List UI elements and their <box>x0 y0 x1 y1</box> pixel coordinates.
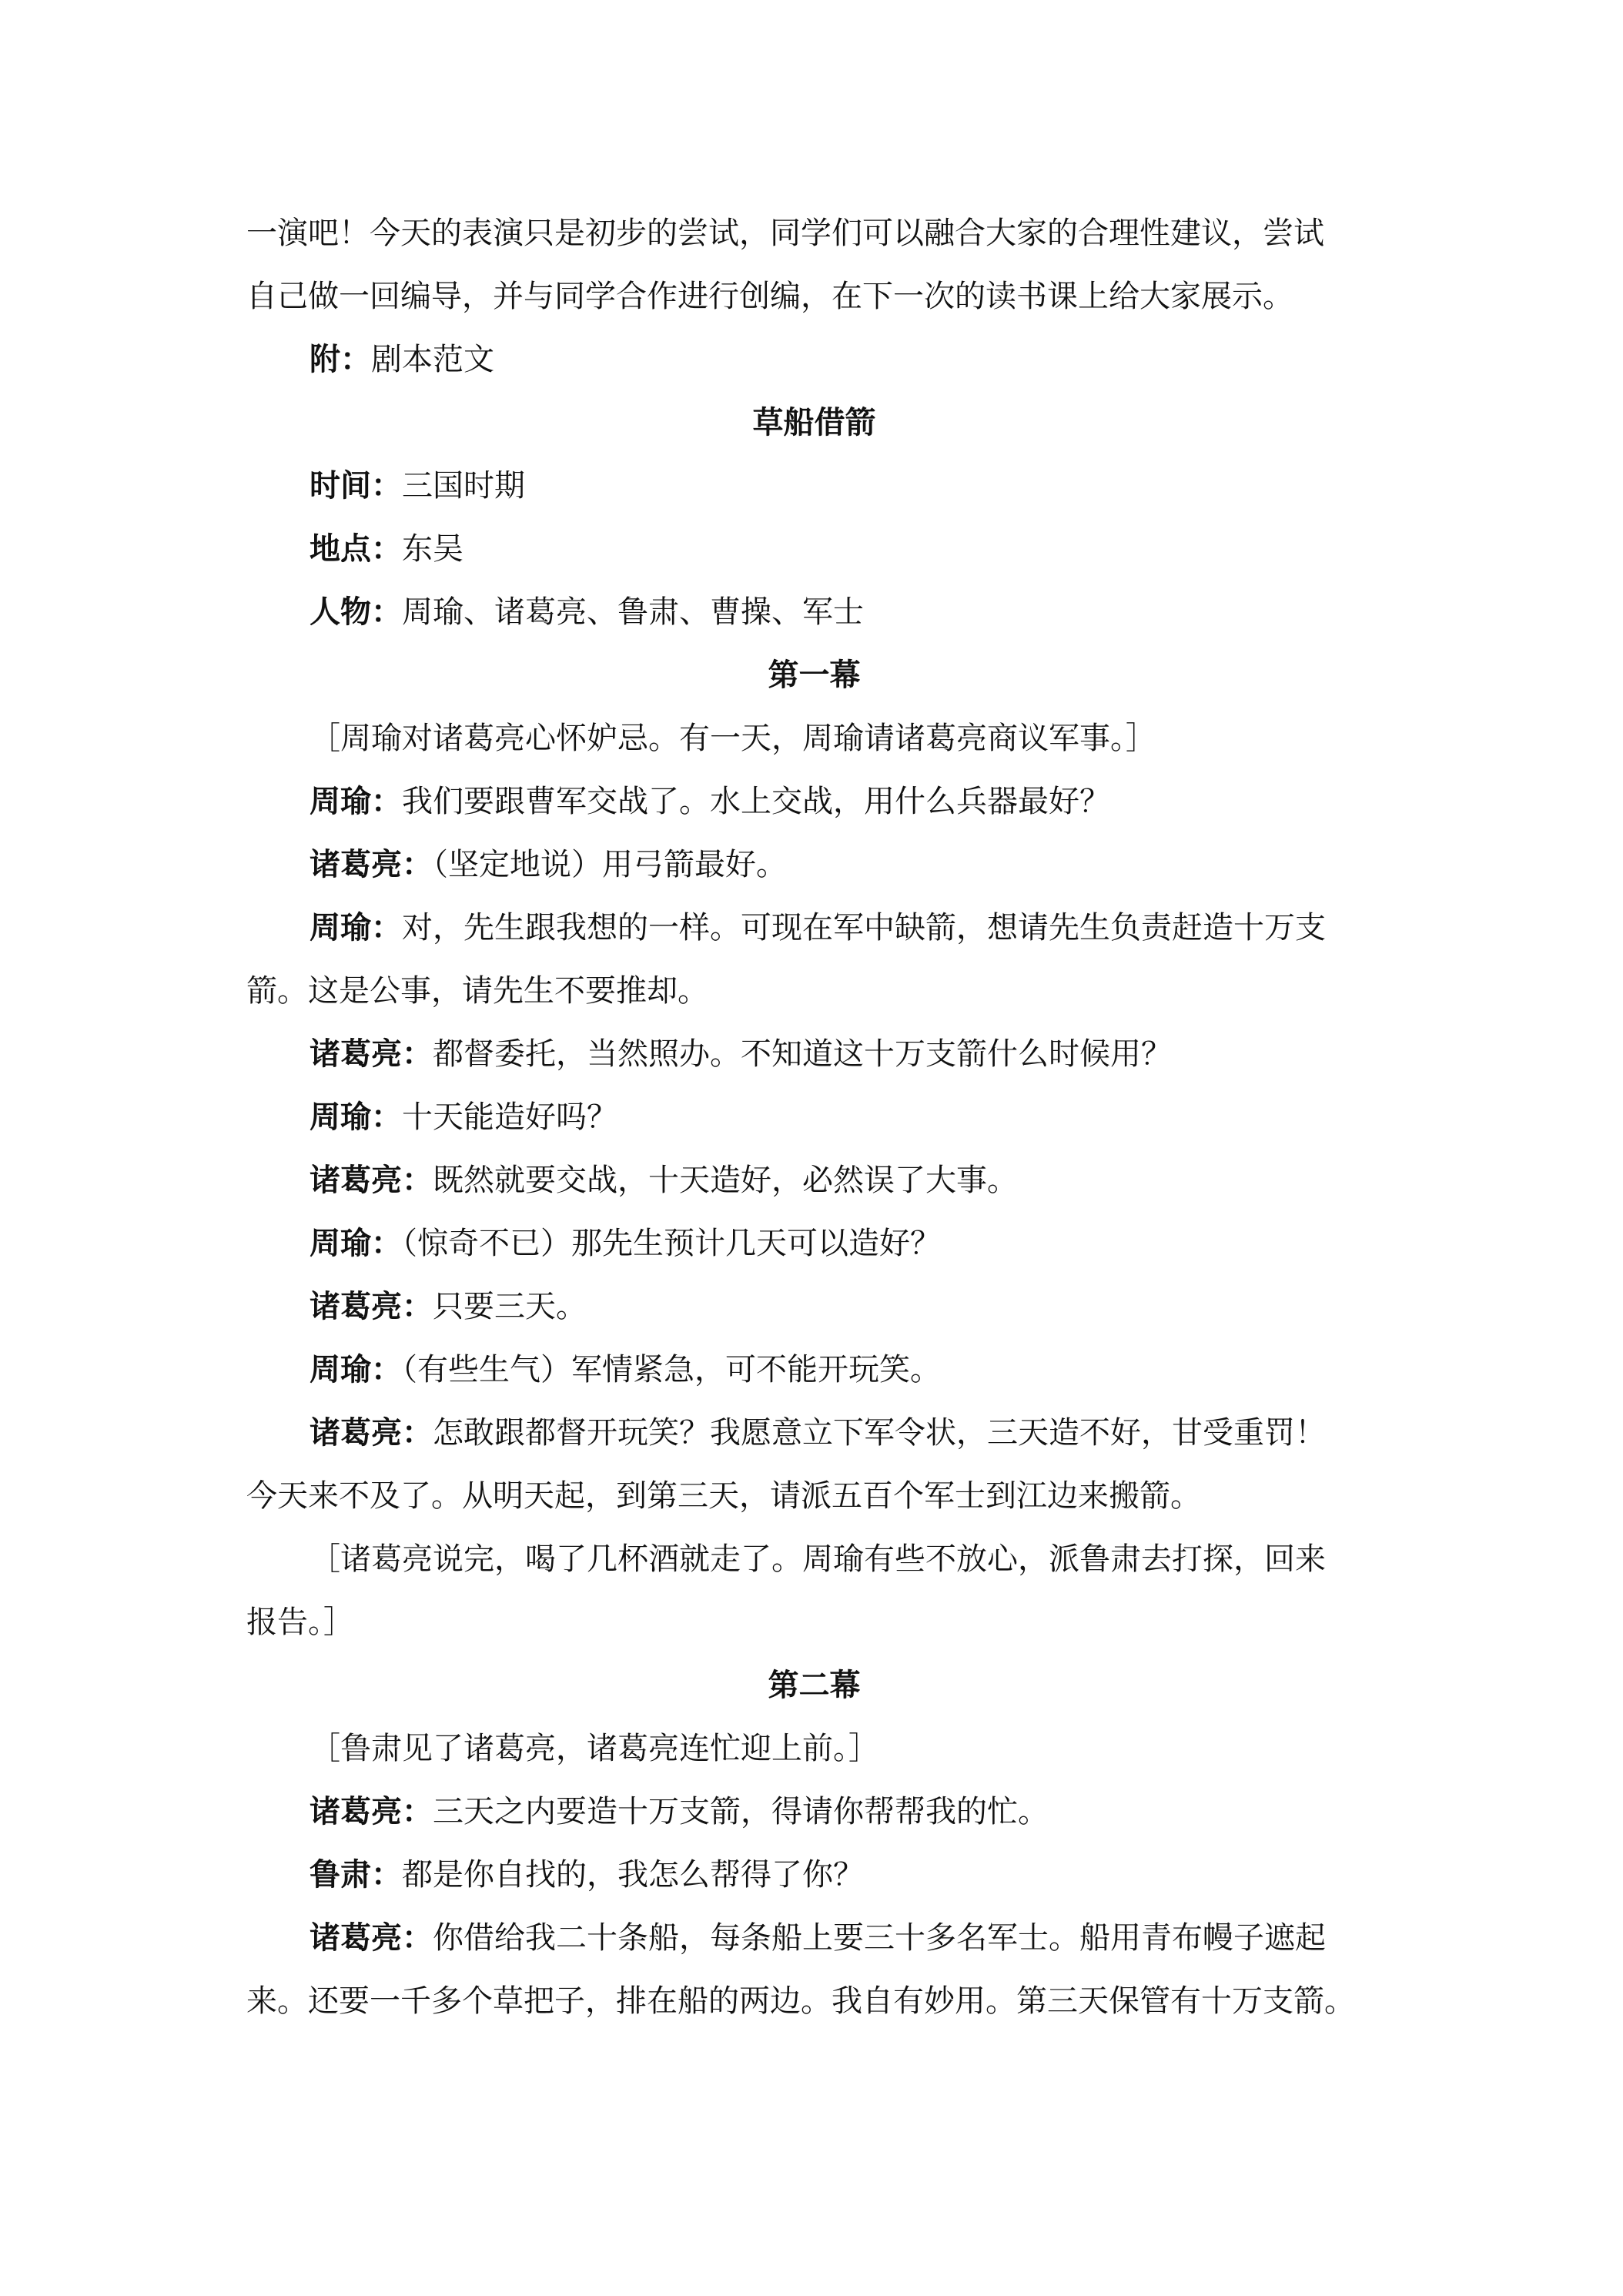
document-page <box>246 202 1382 2033</box>
dialogue-line <box>246 1906 1382 1970</box>
dialogue-text: 我们要跟曹军交战了。水上交战，用什么兵器最好？ <box>402 784 1110 819</box>
dialogue-text: 对，先生跟我想的一样。可现在军中缺箭，想请先生负责赶造十万支 <box>402 910 1326 946</box>
act-title: 第一幕 <box>768 657 861 693</box>
speaker-name: 诸葛亮： <box>310 1919 433 1956</box>
appendix-label: 附： <box>310 341 371 377</box>
people-value: 周瑜、诸葛亮、鲁肃、曹操、军士 <box>402 594 864 630</box>
speaker-name: 诸葛亮： <box>310 1414 433 1451</box>
dialogue-text: 都是你自找的，我怎么帮得了你？ <box>402 1857 864 1893</box>
stage-direction: ［诸葛亮说完，喝了几杯酒就走了。周瑜有些不放心，派鲁肃去打探，回来 <box>310 1541 1326 1577</box>
dialogue-line <box>246 896 1382 959</box>
time-line <box>246 454 1382 517</box>
speaker-name: 周瑜： <box>310 1099 402 1135</box>
dialogue-line <box>246 1086 1382 1149</box>
speaker-name: 诸葛亮： <box>310 1288 433 1324</box>
speaker-name: 周瑜： <box>310 783 402 819</box>
paragraph-line: 一演吧！今天的表演只是初步的尝试，同学们可以融合大家的合理性建议，尝试 <box>246 216 1324 251</box>
speaker-name: 诸葛亮： <box>310 846 433 882</box>
dialogue-continuation: 箭。这是公事，请先生不要推却。 <box>246 973 708 1009</box>
dialogue-line <box>246 1212 1382 1275</box>
paragraph-line: 自己做一回编导，并与同学合作进行创编，在下一次的读书课上给大家展示。 <box>246 279 1293 314</box>
place-line <box>246 517 1382 581</box>
dialogue-text: 都督委托，当然照办。不知道这十万支箭什么时候用？ <box>433 1036 1172 1072</box>
speaker-name: 周瑜： <box>310 1225 402 1261</box>
dialogue-line <box>246 1401 1382 1464</box>
dialogue-continuation: 来。还要一千多个草把子，排在船的两边。我自有妙用。第三天保管有十万支箭。 <box>246 1983 1355 2019</box>
dialogue-text: 十天能造好吗？ <box>402 1099 617 1135</box>
dialogue-text: （惊奇不已）那先生预计几天可以造好？ <box>402 1226 941 1261</box>
stage-direction: ［鲁肃见了诸葛亮，诸葛亮连忙迎上前。］ <box>310 1731 879 1766</box>
speaker-name: 周瑜： <box>310 1351 402 1387</box>
act-title: 第二幕 <box>768 1667 861 1703</box>
stage-direction: ［周瑜对诸葛亮心怀妒忌。有一天，周瑜请诸葛亮商议军事。］ <box>310 721 1156 756</box>
people-line <box>246 581 1382 644</box>
appendix-text: 剧本范文 <box>371 342 494 377</box>
dialogue-line <box>246 1022 1382 1086</box>
speaker-name: 诸葛亮： <box>310 1162 433 1198</box>
dialogue-line <box>246 833 1382 896</box>
dialogue-text: 怎敢跟都督开玩笑？我愿意立下军令状，三天造不好，甘受重罚！ <box>433 1415 1326 1451</box>
dialogue-line <box>246 1843 1382 1906</box>
dialogue-text: 三天之内要造十万支箭，得请你帮帮我的忙。 <box>433 1794 1049 1829</box>
time-label: 时间： <box>310 467 402 504</box>
appendix-line <box>246 328 1382 391</box>
dialogue-line <box>246 1149 1382 1212</box>
dialogue-text: （坚定地说）用弓箭最好。 <box>433 847 787 882</box>
dialogue-line <box>246 770 1382 833</box>
dialogue-text: 你借给我二十条船，每条船上要三十多名军士。船用青布幔子遮起 <box>433 1920 1326 1956</box>
place-value: 东吴 <box>402 531 463 567</box>
speaker-name: 诸葛亮： <box>310 1793 433 1829</box>
speaker-name: 鲁肃： <box>310 1856 402 1893</box>
speaker-name: 诸葛亮： <box>310 1036 433 1072</box>
people-label: 人物： <box>310 594 402 630</box>
speaker-name: 周瑜： <box>310 909 402 946</box>
place-label: 地点： <box>310 530 402 567</box>
stage-direction-continuation: 报告。］ <box>246 1605 354 1640</box>
script-title: 草船借箭 <box>752 404 876 440</box>
dialogue-line <box>246 1780 1382 1843</box>
dialogue-continuation: 今天来不及了。从明天起，到第三天，请派五百个军士到江边来搬箭。 <box>246 1478 1201 1514</box>
dialogue-text: 只要三天。 <box>433 1289 587 1324</box>
dialogue-line <box>246 1275 1382 1338</box>
dialogue-text: （有些生气）军情紧急，可不能开玩笑。 <box>402 1352 941 1387</box>
time-value: 三国时期 <box>402 468 525 504</box>
dialogue-text: 既然就要交战，十天造好，必然误了大事。 <box>433 1163 1018 1198</box>
dialogue-line <box>246 1338 1382 1401</box>
